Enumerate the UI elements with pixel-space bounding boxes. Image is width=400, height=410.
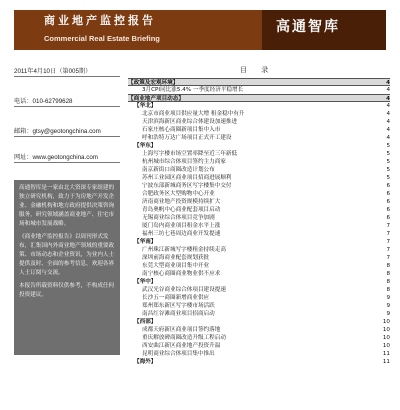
toc-page-number: 4 bbox=[386, 87, 390, 93]
toc-entry-title: 杭州城市综合体项目签约主力商家 bbox=[142, 159, 226, 165]
toc-page-number: 9 bbox=[386, 295, 390, 301]
toc-entry[interactable] bbox=[128, 350, 390, 358]
toc-entry[interactable] bbox=[128, 174, 390, 182]
toc-entry[interactable] bbox=[128, 254, 390, 262]
toc-page-number: 7 bbox=[386, 247, 390, 253]
toc-region[interactable] bbox=[128, 102, 390, 110]
toc-entry[interactable] bbox=[128, 270, 390, 278]
toc-entry-title: 厦门岛内商业项目租金水平上涨 bbox=[142, 223, 221, 229]
toc-entry[interactable] bbox=[128, 166, 390, 174]
about-sidebar bbox=[14, 180, 120, 355]
toc-entry-title: 深圳前海商业配套规划获批 bbox=[142, 255, 210, 261]
toc-entry[interactable] bbox=[128, 222, 390, 230]
toc-entry-title: 南宁核心商圈商业物业供不应求 bbox=[142, 271, 221, 277]
toc-entry-title: 武汉光谷商业综合体项目建设提速 bbox=[142, 287, 226, 293]
toc-page-number: 7 bbox=[386, 223, 390, 229]
toc-entry[interactable] bbox=[128, 262, 390, 270]
toc-page-number: 5 bbox=[386, 151, 390, 157]
toc-entry-title: 石家庄核心商圈新项目集中入市 bbox=[142, 127, 221, 133]
toc-page-number: 8 bbox=[386, 279, 390, 285]
toc-entry-title: 青岛奥帆中心商业配套项目启动 bbox=[142, 207, 221, 213]
toc-page-number: 4 bbox=[386, 119, 390, 125]
toc-page-number: 9 bbox=[386, 311, 390, 317]
toc-entry-title: 广州珠江新城写字楼租金持续走高 bbox=[142, 247, 226, 253]
toc-entry-title: 【华东】 bbox=[134, 143, 157, 149]
divider bbox=[14, 76, 120, 77]
divider bbox=[14, 136, 120, 137]
toc-page-number: 6 bbox=[386, 191, 390, 197]
divider bbox=[14, 106, 120, 107]
brand-name: 高通智库 bbox=[276, 19, 340, 35]
toc-entry-title: 【华中】 bbox=[134, 279, 157, 285]
toc-page-number: 5 bbox=[386, 167, 390, 173]
toc-entry-title: 上海写字楼市场空置率降至近三年新低 bbox=[142, 151, 238, 157]
toc-title: 目 录 bbox=[240, 66, 275, 74]
toc-page-number: 7 bbox=[386, 231, 390, 237]
toc-page-number: 8 bbox=[386, 263, 390, 269]
toc-page-number: 10 bbox=[382, 319, 390, 325]
toc-entry-title: 济南商业地产投资规模持续扩大 bbox=[142, 199, 221, 205]
about-paragraph: 《商业地产监控报告》以周刊形式发布，汇集国内外商业地产领域的重要政策、市场动态和企业资讯，为业内人士提供及时、全面的参考信息，欢迎各界人士订阅与交流。 bbox=[19, 234, 115, 276]
toc-entry[interactable] bbox=[128, 326, 390, 334]
toc-region[interactable] bbox=[128, 142, 390, 150]
toc-entry-title: 福州三坊七巷周边商业开发提速 bbox=[142, 231, 221, 237]
issue-date: 2011年4月10日（第005期） bbox=[14, 68, 92, 75]
toc-entry-title: 重庆解放碑商圈改造升级工程启动 bbox=[142, 335, 226, 341]
toc-entry-title: 东莞大型商业项目集中开业 bbox=[142, 263, 210, 269]
toc-entry-title: 【华北】 bbox=[134, 103, 157, 109]
toc-region[interactable] bbox=[128, 278, 390, 286]
toc-page-number: 8 bbox=[386, 271, 390, 277]
toc-entry[interactable] bbox=[128, 302, 390, 310]
report-subtitle: Commercial Real Estate Briefing bbox=[44, 34, 160, 43]
toc-page-number: 11 bbox=[382, 359, 390, 365]
toc-page-number: 7 bbox=[386, 255, 390, 261]
toc-entry-title: 北京市商业项目供应量大增 租金稳中有升 bbox=[142, 111, 245, 117]
toc-page-number: 8 bbox=[386, 287, 390, 293]
toc-entry-title: 【海外】 bbox=[134, 359, 157, 365]
disclaimer-paragraph: 本报告所载资料仅供参考，不构成任何投资建议。 bbox=[19, 283, 115, 298]
email-line: 邮箱：gtsy@geotongchina.com bbox=[14, 128, 101, 135]
toc-entry[interactable] bbox=[128, 214, 390, 222]
toc-page-number: 4 bbox=[386, 135, 390, 141]
toc-entry-title: 无锡商业综合体项目竞争加剧 bbox=[142, 215, 215, 221]
toc-section[interactable] bbox=[128, 78, 390, 86]
toc-region[interactable] bbox=[128, 238, 390, 246]
toc-entry[interactable] bbox=[128, 286, 390, 294]
toc-page-number: 4 bbox=[386, 103, 390, 109]
toc-entry[interactable] bbox=[128, 206, 390, 214]
toc-entry[interactable] bbox=[128, 182, 390, 190]
toc-page-number: 6 bbox=[386, 199, 390, 205]
toc-page-number: 5 bbox=[386, 175, 390, 181]
divider bbox=[14, 162, 120, 163]
toc-entry-title: 郑州郑东新区写字楼市场活跃 bbox=[142, 303, 215, 309]
toc-entry-title: 苏州工业园区商业项目招商进展顺利 bbox=[142, 175, 232, 181]
toc-entry[interactable] bbox=[128, 110, 390, 118]
toc-entry-title: 天津滨海新区商业综合体建设加速推进 bbox=[142, 119, 238, 125]
table-of-contents bbox=[128, 78, 390, 366]
toc-region[interactable] bbox=[128, 318, 390, 326]
toc-page-number: 9 bbox=[386, 303, 390, 309]
toc-entry-title: 【商业地产项目动态】 bbox=[128, 96, 184, 102]
toc-entry-title: 【华南】 bbox=[134, 239, 157, 245]
toc-entry[interactable] bbox=[128, 246, 390, 254]
toc-entry[interactable] bbox=[128, 342, 390, 350]
toc-page-number: 10 bbox=[382, 327, 390, 333]
toc-page-number: 7 bbox=[386, 239, 390, 245]
toc-entry-title: 【西部】 bbox=[134, 319, 157, 325]
toc-page-number: 6 bbox=[386, 183, 390, 189]
toc-entry[interactable] bbox=[128, 134, 390, 142]
toc-page-number: 10 bbox=[382, 335, 390, 341]
phone-line: 电话：010-62799628 bbox=[14, 98, 73, 105]
toc-page-number: 11 bbox=[382, 351, 390, 357]
toc-entry[interactable] bbox=[128, 190, 390, 198]
toc-entry-title: 呼和浩特万达广场项目正式开工建设 bbox=[142, 135, 232, 141]
toc-page-number: 5 bbox=[386, 159, 390, 165]
toc-page-number: 4 bbox=[386, 111, 390, 117]
toc-entry[interactable] bbox=[128, 150, 390, 158]
toc-entry-title: 宁波东部新城商务区写字楼集中交付 bbox=[142, 183, 232, 189]
toc-entry-title: 西安曲江新区商业地产投资升温 bbox=[142, 343, 221, 349]
toc-section[interactable] bbox=[128, 94, 390, 102]
toc-page-number: 6 bbox=[386, 215, 390, 221]
toc-entry[interactable] bbox=[128, 230, 390, 238]
toc-entry-title: 【政策及宏观环境】 bbox=[128, 80, 179, 86]
about-paragraph: 高通智库是一家由北大资深专家组建的独立研究机构，致力于为房地产开发企业、金融机构和地方政府提供决策咨询服务，研究领域涵盖商业地产、住宅市场和城市发展战略。 bbox=[19, 185, 115, 227]
toc-page-number: 4 bbox=[386, 80, 390, 86]
toc-entry-title: 南昌红谷滩商业项目招商启动 bbox=[142, 311, 215, 317]
website-line: 网址：www.geotongchina.com bbox=[14, 154, 98, 161]
toc-page-number: 10 bbox=[382, 343, 390, 349]
toc-region[interactable] bbox=[128, 358, 390, 366]
toc-entry-title: 成都天府新区商业项目签约落地 bbox=[142, 327, 221, 333]
toc-page-number: 4 bbox=[386, 96, 390, 102]
toc-entry[interactable] bbox=[128, 158, 390, 166]
report-title: 商业地产监控报告 bbox=[44, 14, 156, 27]
toc-entry[interactable] bbox=[128, 86, 390, 94]
toc-entry-title: 合肥政务区大型购物中心开业 bbox=[142, 191, 215, 197]
toc-entry[interactable] bbox=[128, 294, 390, 302]
toc-page-number: 6 bbox=[386, 207, 390, 213]
toc-page-number: 5 bbox=[386, 143, 390, 149]
toc-entry[interactable] bbox=[128, 334, 390, 342]
toc-entry-title: 南京新街口商圈改造计划公布 bbox=[142, 167, 215, 173]
toc-entry-title: 长沙五一商圈新增商业供应 bbox=[142, 295, 210, 301]
toc-entry[interactable] bbox=[128, 198, 390, 206]
report-header bbox=[0, 0, 400, 56]
toc-entry-title: 3月CPI同比涨5.4% 一季度经济平稳增长 bbox=[142, 87, 244, 93]
toc-page-number: 4 bbox=[386, 127, 390, 133]
toc-entry[interactable] bbox=[128, 118, 390, 126]
toc-entry[interactable] bbox=[128, 126, 390, 134]
toc-entry[interactable] bbox=[128, 310, 390, 318]
toc-entry-title: 昆明商业综合体项目集中推出 bbox=[142, 351, 215, 357]
